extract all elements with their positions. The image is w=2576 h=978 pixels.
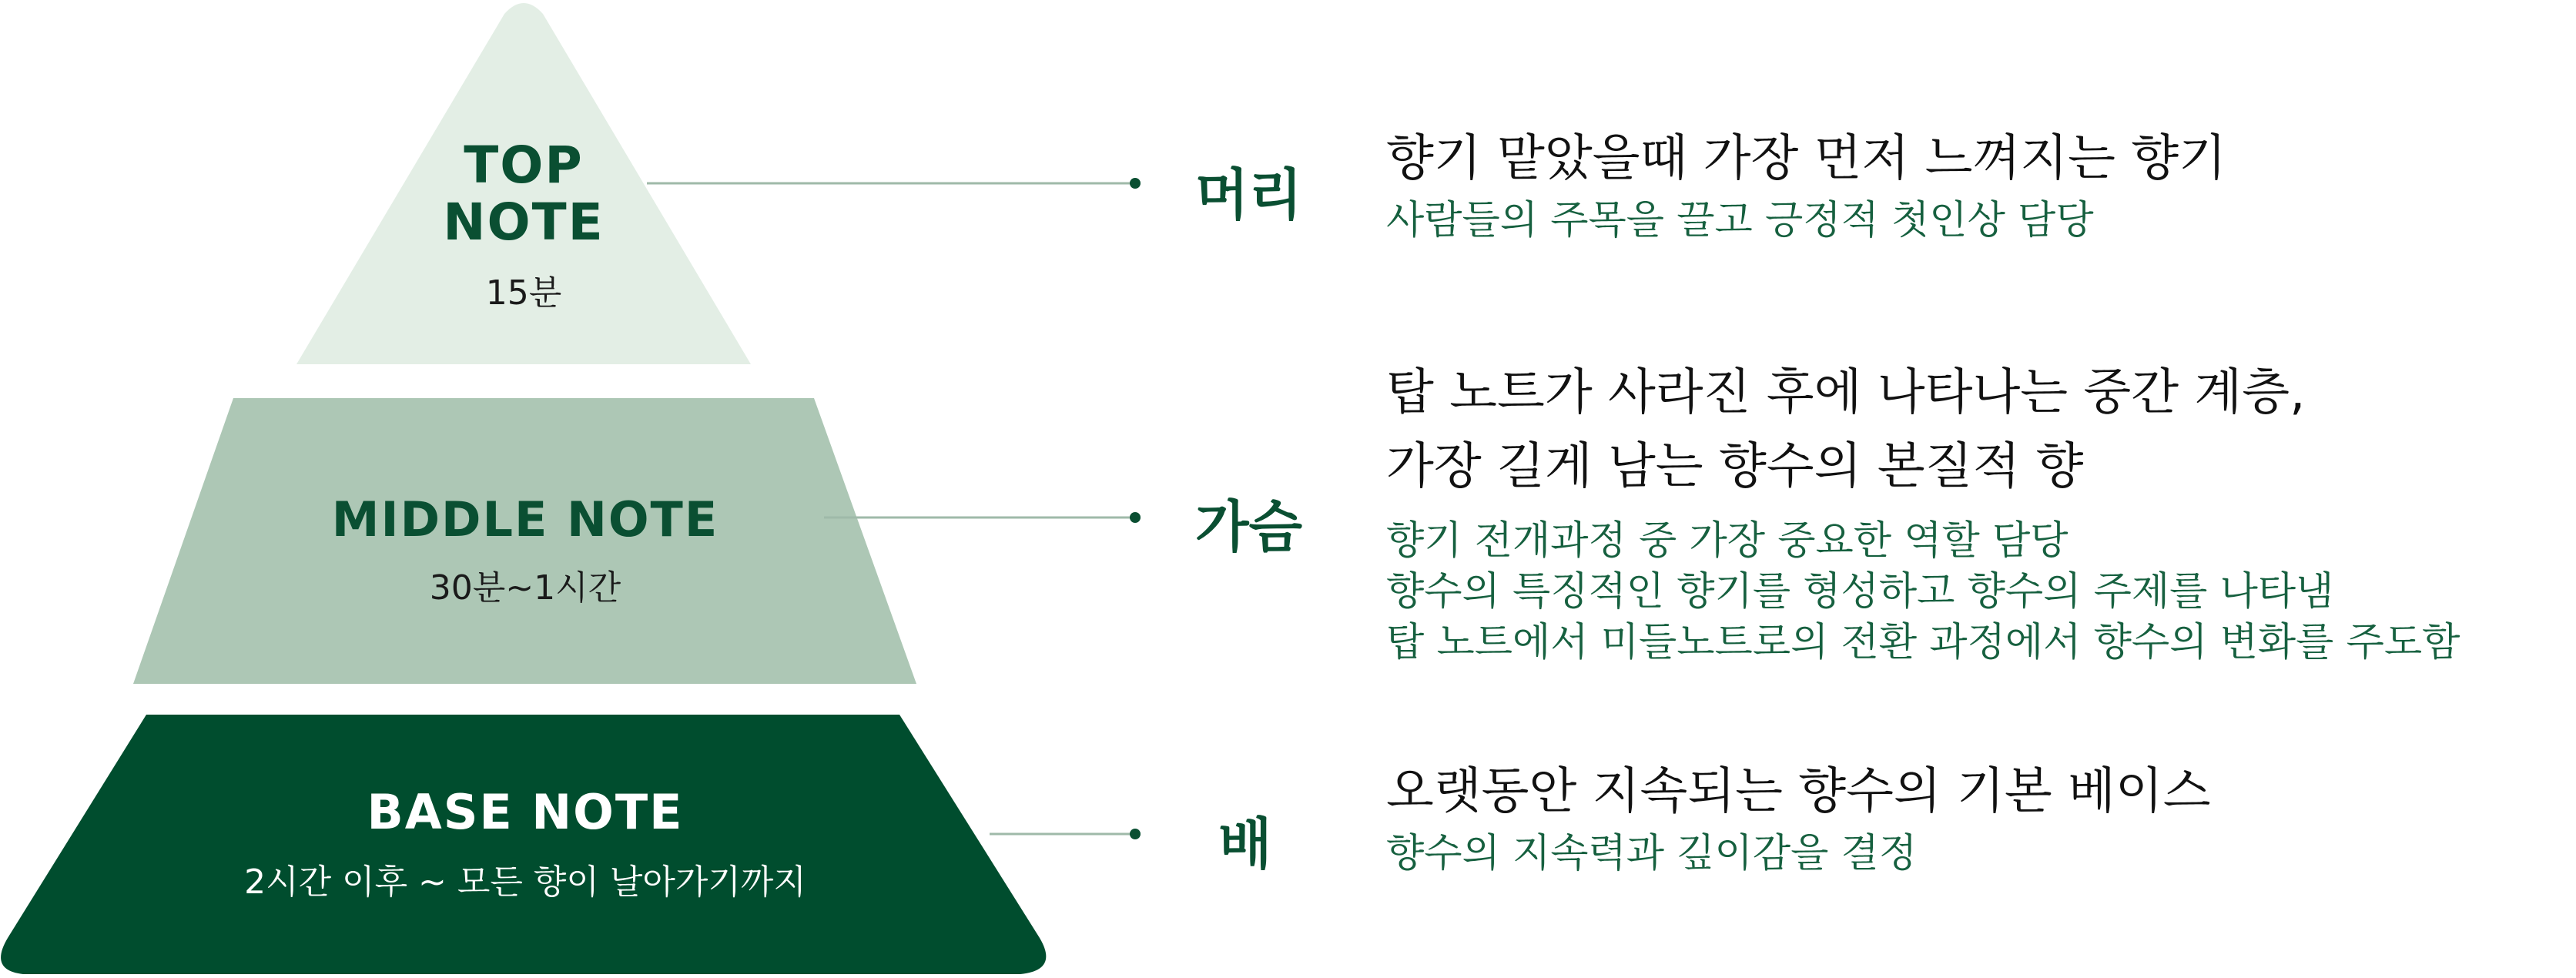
base-connector-dot — [1130, 829, 1141, 839]
top-connector-dot — [1130, 178, 1141, 189]
base-description: 오랫동안 지속되는 향수의 기본 베이스 — [1386, 763, 2211, 820]
base-label: 배 — [1218, 812, 1272, 876]
top-description: 향기 맡았을때 가장 먼저 느껴지는 향기 — [1386, 130, 2226, 187]
top-note-title-line2: NOTE — [443, 192, 605, 252]
base-detail-line: 향수의 지속력과 깊이감을 결정 — [1386, 831, 1918, 876]
middle-label: 가슴 — [1195, 494, 1303, 559]
top-note-text — [443, 137, 604, 314]
top-note-title-line1: TOP — [464, 136, 584, 195]
top-detail-line: 사람들의 주목을 끌고 긍정적 첫인상 담당 — [1386, 198, 2094, 243]
middle-detail-line: 향수의 특징적인 향기를 형성하고 향수의 주제를 나타냄 — [1386, 569, 2334, 615]
middle-description-block — [1386, 356, 2460, 668]
middle-connector-dot — [1130, 512, 1141, 523]
middle-description-line1: 탑 노트가 사라진 후에 나타나는 중간 계층, — [1386, 364, 2306, 421]
middle-note-title: MIDDLE NOTE — [331, 491, 719, 548]
middle-note-text — [332, 493, 719, 609]
middle-note-duration: 30분~1시간 — [429, 568, 621, 608]
base-note-duration: 2시간 이후 ~ 모든 향이 날아가기까지 — [244, 862, 806, 903]
middle-detail-line: 향기 전개과정 중 가장 중요한 역할 담당 — [1386, 518, 2069, 564]
base-note-text — [244, 785, 806, 903]
base-note-title: BASE NOTE — [367, 784, 684, 840]
top-label: 머리 — [1195, 162, 1303, 227]
base-description-block — [1386, 755, 2211, 879]
middle-detail-line: 탑 노트에서 미들노트로의 전환 과정에서 향수의 변화를 주도함 — [1386, 620, 2460, 665]
top-description-block — [1386, 122, 2226, 246]
top-note-duration: 15분 — [485, 273, 562, 313]
middle-description-line2: 가장 길게 남는 향수의 본질적 향 — [1386, 438, 2084, 495]
